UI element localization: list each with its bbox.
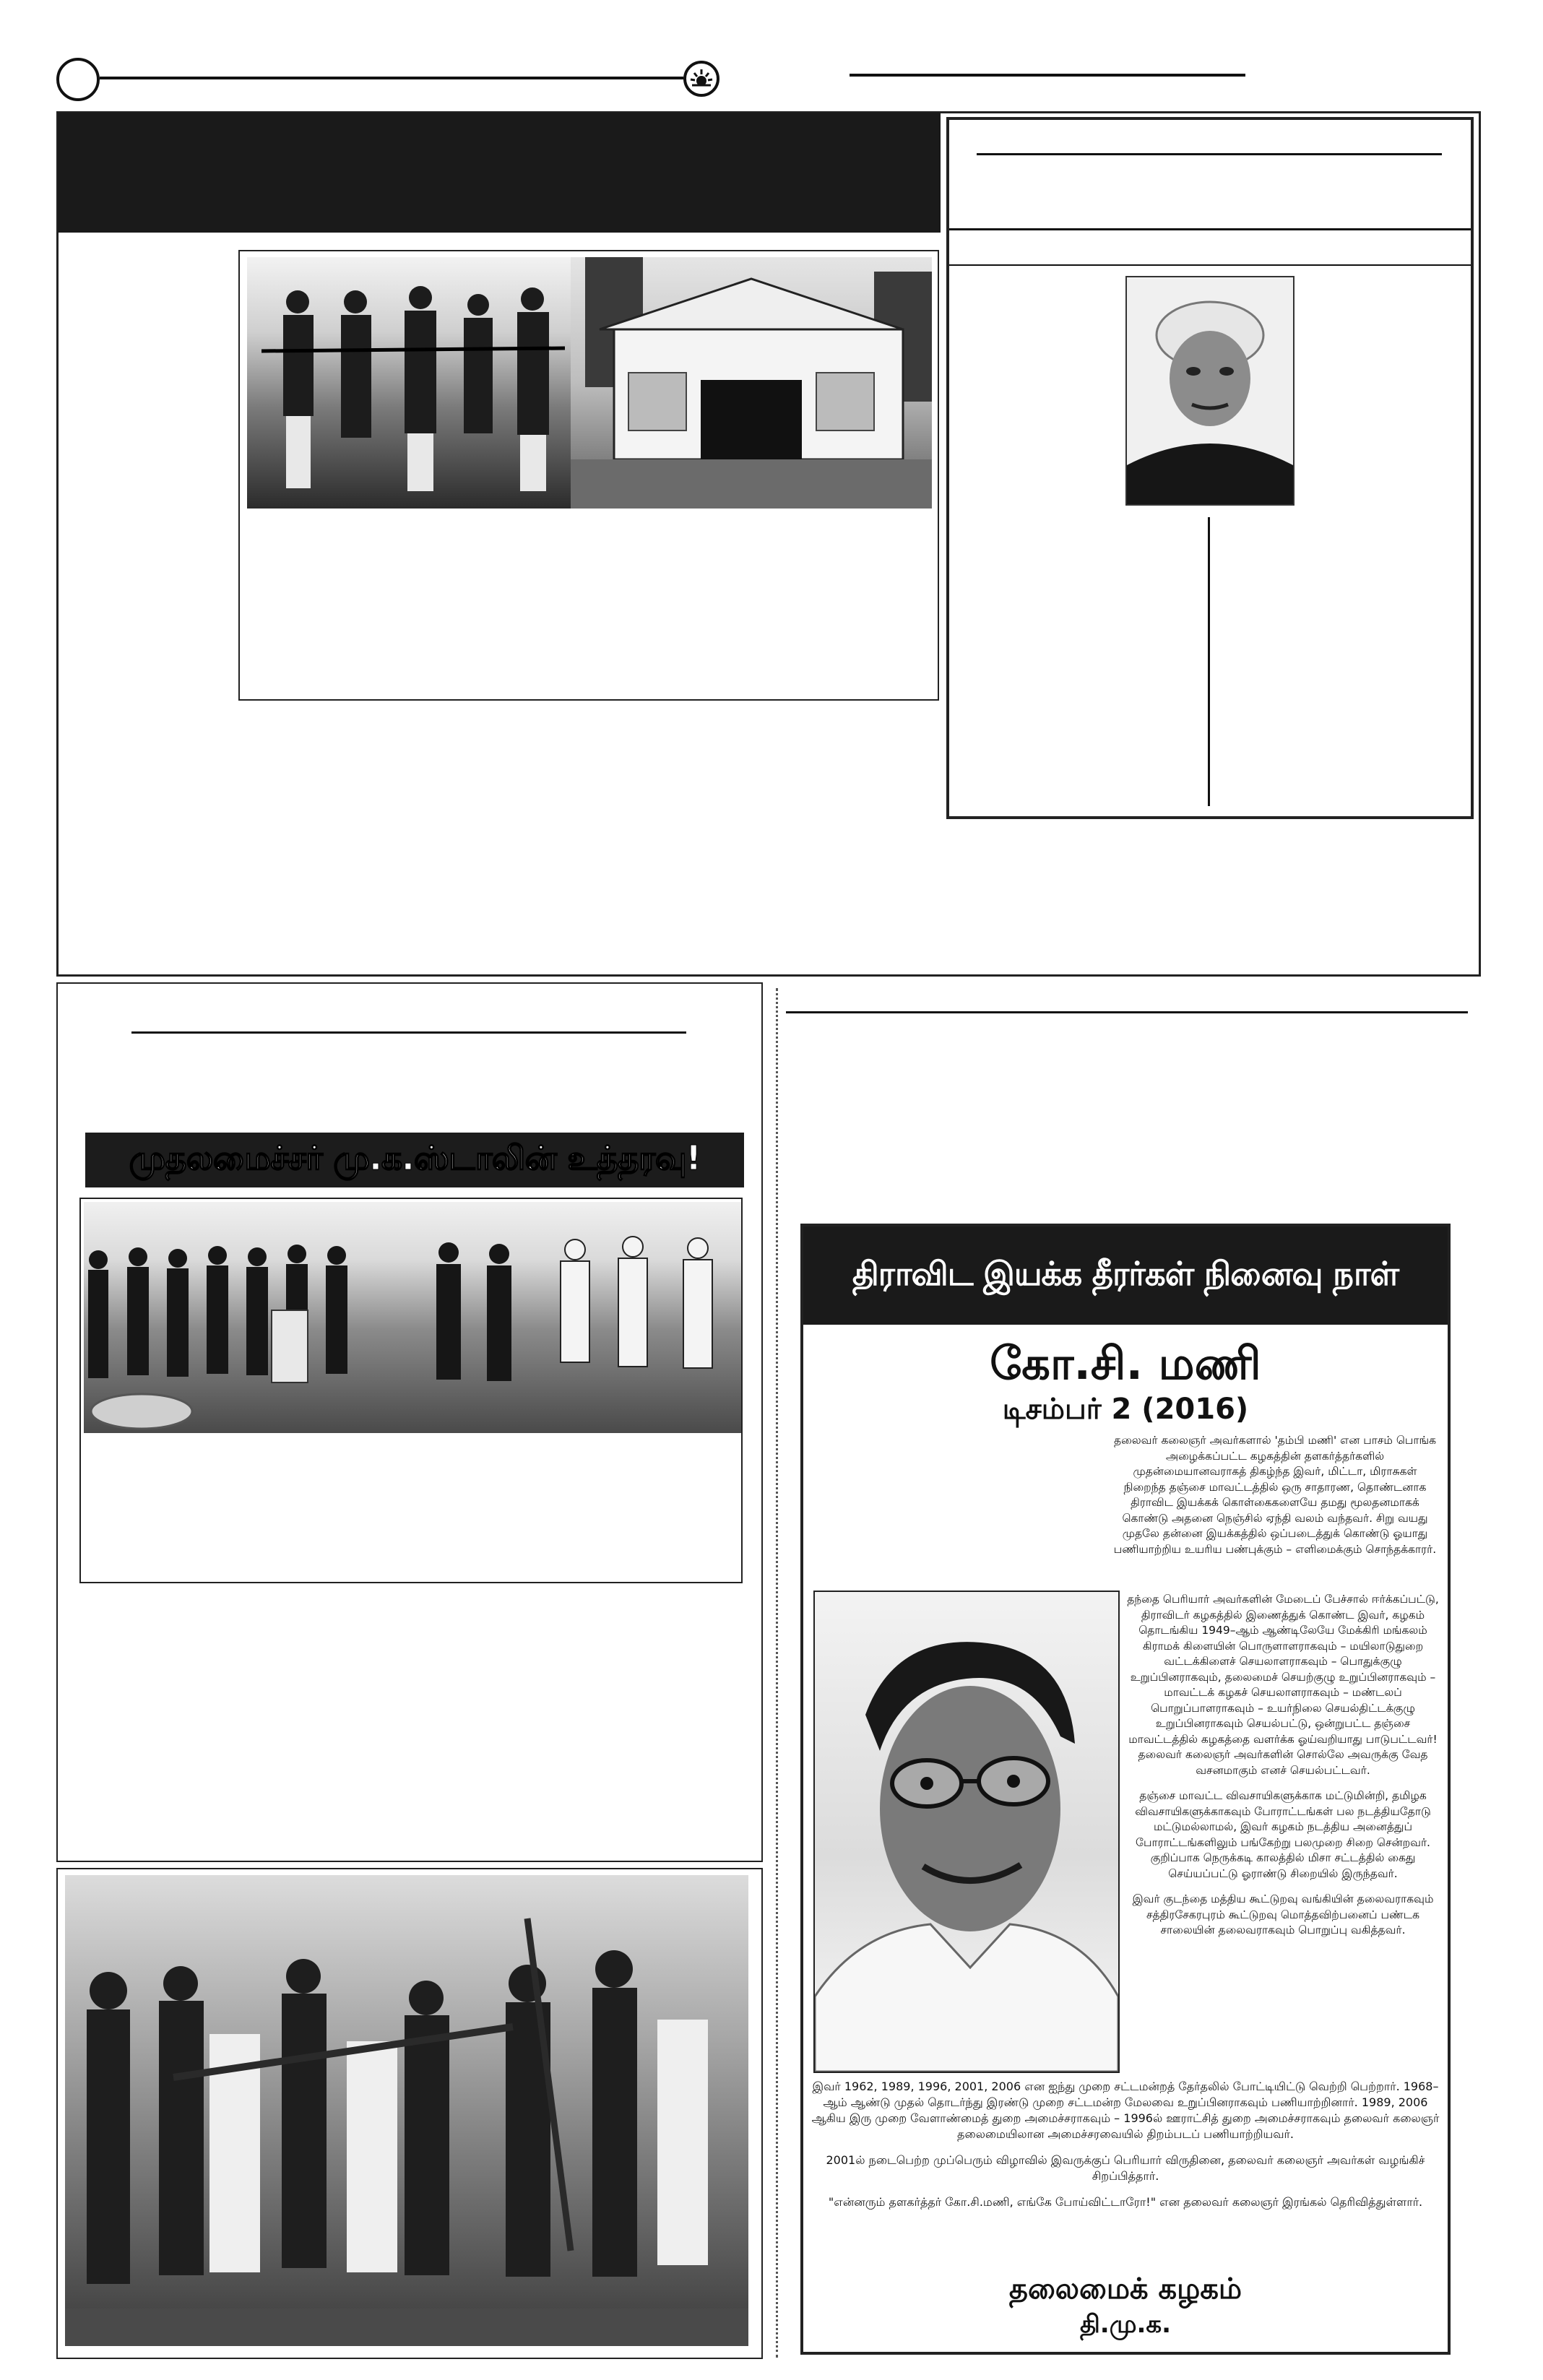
memorial-header: திராவிட இயக்க தீரர்கள் நினைவு நாள் bbox=[852, 1254, 1399, 1293]
workers-event-photo bbox=[84, 1202, 741, 1433]
side-box-rule-1 bbox=[977, 153, 1442, 155]
turban-portrait-photo bbox=[1125, 276, 1295, 506]
cm-order-banner-text: முதலமைச்சர் மு.க.ஸ்டாலின் உத்தரவு! bbox=[129, 1138, 701, 1177]
bio-paragraph-1: தந்தை பெரியார் அவர்களின் மேடைப் பேச்சால் ஈர்க்கப்பட்டு, திராவிடர் கழகத்தில் இணைத்துக் கொண்ட இவர், கழகம் தொடங்கிய 1949–ஆம் ஆண்டிலேயே மேக்கிரி மங்கலம் கிராமக் கிளையின் பொருளாளராகவும் – மயிலாடுதுறை வட்டக்கிளைச் செயலாளராகவும் – பொதுக்குழு உறுப்பினராகவும், தலைமைச் செயற்குழு உறுப்பினராகவும் – மாவட்டக் கழகச் செயலாளராகவும் – மண்டலப் பொறுப்பாளராகவும் – உயர்நிலை செயல்திட்டக்குழு உறுப்பினராகவும் செயல்பட்டு, ஒன்றுபட்ட தஞ்சை மாவட்டத்தில் கழகத்தை வளர்க்க ஓய்வறியாது பாடுபட்டவர்! தலைவர் கலைஞர் அவர்களின் சொல்லே அவருக்கு வேத வசனமாகும் எனச் செயல்பட்டவர். bbox=[1127, 1593, 1439, 1777]
memorial-bio-body bbox=[1124, 1592, 1442, 1949]
memorial-header-band bbox=[803, 1226, 1448, 1325]
go-si-mani-portrait-photo bbox=[813, 1591, 1120, 2073]
memorial-name: கோ.சி. மணி bbox=[990, 1337, 1261, 1390]
side-box-rule-2 bbox=[949, 228, 1471, 230]
masthead-right-rule bbox=[850, 74, 1245, 77]
right-lower-rule bbox=[786, 1011, 1468, 1013]
bio-paragraph-6: "என்னரும் தளகர்த்தர் கோ.சி.மணி, எங்கே போய்விட்டாரோ!" என தலைவர் கலைஞர் இரங்கல் தெரிவித்துள்ளார். bbox=[828, 2195, 1423, 2209]
rising-sun-icon bbox=[686, 64, 717, 94]
column-divider bbox=[776, 988, 778, 2358]
party-emblem-icon bbox=[683, 61, 719, 97]
left-lower-rule bbox=[131, 1031, 686, 1034]
bio-paragraph-5: 2001ல் நடைபெற்ற முப்பெரும் விழாவில் இவருக்குப் பெரியார் விருதினை, தலைவர் கலைஞர் அவர்கள் வழங்கிச் சிறப்பித்தார். bbox=[826, 2153, 1425, 2183]
bio-paragraph-2: தஞ்சை மாவட்ட விவசாயிகளுக்காக மட்டுமின்றி, தமிழக விவசாயிகளுக்காகவும் போராட்டங்கள் பல நடத்தியதோடு மட்டுமல்லாமல், இவர் கழகம் நடத்திய அனைத்துப் போராட்டங்களிலும் பங்கேற்று பலமுறை சிறை சென்றவர். குறிப்பாக நெருக்கடி காலத்தில் மிசா சட்டத்தில் கைது செய்யப்பட்டு ஓராண்டு சிறையில் இருந்தவர். bbox=[1135, 1789, 1431, 1880]
pongal-festival-photo bbox=[65, 1875, 748, 2346]
ribbon-cutting-photo bbox=[247, 257, 571, 509]
cm-order-banner bbox=[85, 1133, 744, 1187]
memorial-footer-org: தலைமைக் கழகம் bbox=[1008, 2272, 1242, 2306]
bio-intro-paragraph: தலைவர் கலைஞர் அவர்களால் 'தம்பி மணி' என பாசம் பொங்க அழைக்கப்பட்ட கழகத்தின் தளகர்த்தர்களில் முதன்மையானவராகத் திகழ்ந்த இவர், மிட்டா, மிராசுகள் நிறைந்த தஞ்சை மாவட்டத்தில் ஒரு சாதாரண, தொண்டனாக திராவிட இயக்கக் கொள்கைகளையே தமது மூலதனமாகக் கொண்டு அதனை நெஞ்சில் ஏந்தி வலம் வந்தவர். சிறு வயது முதலே தன்னை இயக்கத்தில் ஒப்படைத்துக் கொண்டு ஓயாது பணியாற்றிய உயரிய பண்புக்கும் – எளிமைக்கும் சொந்தக்காரர். bbox=[1113, 1434, 1437, 1556]
side-box-column-rule bbox=[1208, 517, 1210, 806]
memorial-bio-intro bbox=[1112, 1433, 1438, 1567]
masthead-rule bbox=[100, 77, 683, 79]
memorial-footer-party: தி.மு.க. bbox=[1079, 2310, 1172, 2339]
page-number-circle bbox=[56, 58, 100, 101]
memorial-date: டிசம்பர் 2 (2016) bbox=[1002, 1393, 1249, 1426]
memorial-bio-bottom bbox=[809, 2079, 1442, 2220]
top-headline-band bbox=[58, 113, 941, 233]
bio-paragraph-4: இவர் 1962, 1989, 1996, 2001, 2006 என ஐந்து முறை சட்டமன்றத் தேர்தலில் போட்டியிட்டு வெற்றி பெற்றார். 1968–ஆம் ஆண்டு முதல் தொடர்ந்து இரண்டு முறை சட்டமன்ற மேலவை உறுப்பினராகவும் பணியாற்றினார். 1989, 2006 ஆகிய இரு முறை வேளாண்மைத் துறை அமைச்சராகவும் – 1996ல் ஊராட்சித் துறை அமைச்சராகவும் தலைவர் கலைஞர் தலைமையிலான அமைச்சரவையில் திறம்படப் பணியாற்றியவர். bbox=[811, 2080, 1440, 2141]
bio-paragraph-3: இவர் குடந்தை மத்திய கூட்டுறவு வங்கியின் தலைவராகவும் சத்திரசேகரபுரம் கூட்டுறவு மொத்தவிற்பனைப் பண்டக சாலையின் தலைவராகவும் பொறுப்பு வகித்தவர். bbox=[1132, 1892, 1434, 1937]
side-box-rule-3 bbox=[949, 264, 1471, 266]
memorial-building-photo bbox=[571, 257, 932, 509]
